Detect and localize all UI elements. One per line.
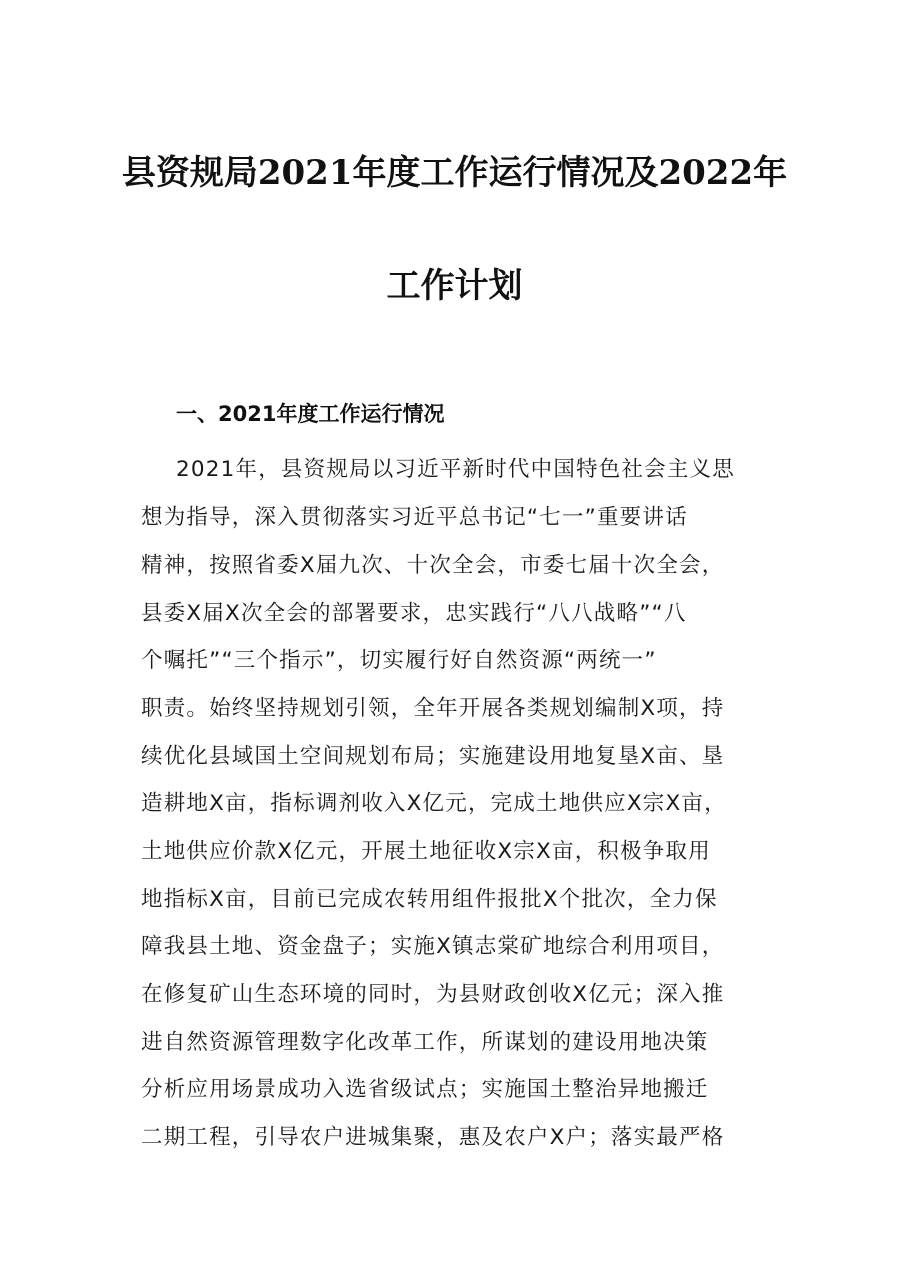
paragraph-line: 精神，按照省委X届九次、十次全会，市委七届十次全会， (141, 553, 725, 578)
paragraph-line: 在修复矿山生态环境的同时，为县财政创收X亿元；深入推 (141, 982, 725, 1007)
section-heading: 一、2021年度工作运行情况 (176, 402, 445, 426)
paragraph-line: 职责。始终坚持规划引领，全年开展各类规划编制X项，持 (141, 696, 725, 721)
paragraph-line: 土地供应价款X亿元，开展土地征收X宗X亩，积极争取用 (141, 839, 711, 864)
paragraph-line: 进自然资源管理数字化改革工作，所谋划的建设用地决策 (141, 1030, 709, 1055)
document-title-line-2: 工作计划 (386, 266, 523, 306)
paragraph-line: 分析应用场景成功入选省级试点；实施国土整治异地搬迁 (141, 1077, 709, 1102)
paragraph-line: 个嘱托”“三个指示”，切实履行好自然资源“两统一” (141, 648, 657, 673)
paragraph-line: 地指标X亩，目前已完成农转用组件报批X个批次，全力保 (141, 887, 718, 912)
paragraph-line: 造耕地X亩，指标调剂收入X亿元，完成土地供应X宗X亩， (141, 791, 727, 816)
document-title-line-1: 县资规局2021年度工作运行情况及2022年 (121, 153, 788, 193)
paragraph-line: 想为指导，深入贯彻落实习近平总书记“七一”重要讲话 (141, 505, 688, 530)
paragraph-line: 县委X届X次全会的部署要求，忠实践行“八八战略”“八 (141, 601, 687, 626)
paragraph-line: 障我县土地、资金盘子；实施X镇志棠矿地综合利用项目， (141, 934, 725, 959)
paragraph-line: 二期工程，引导农户进城集聚，惠及农户X户；落实最严格 (141, 1125, 725, 1150)
paragraph-line: 续优化县域国土空间规划布局；实施建设用地复垦X亩、垦 (141, 744, 725, 769)
paragraph-line: 2021年，县资规局以习近平新时代中国特色社会主义思 (176, 457, 735, 482)
